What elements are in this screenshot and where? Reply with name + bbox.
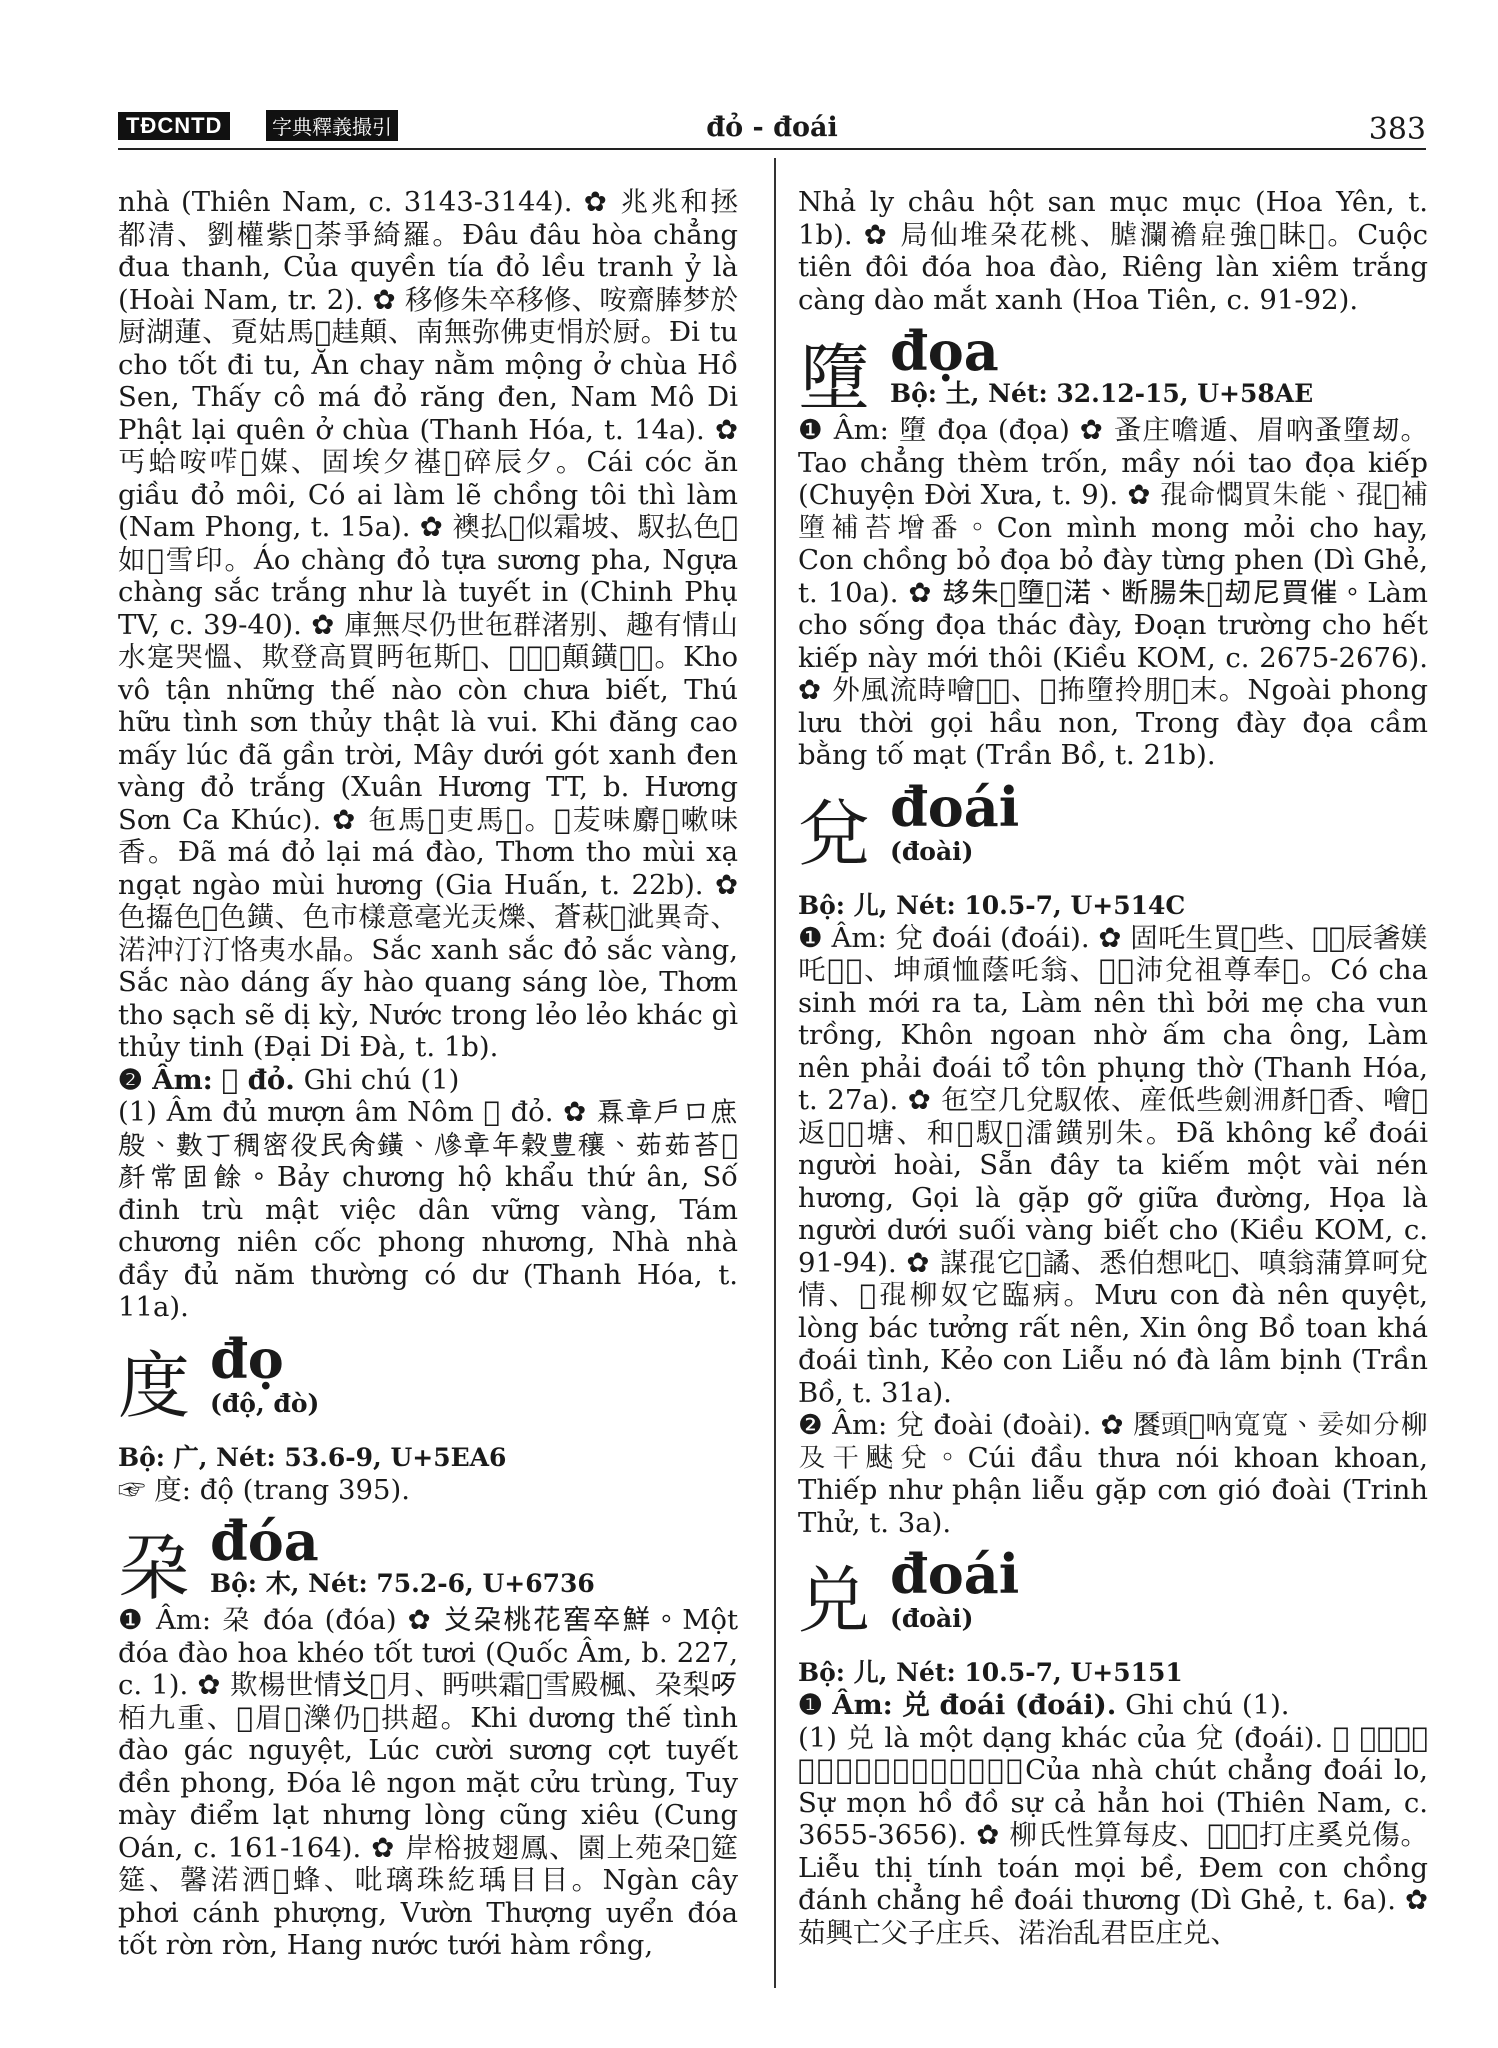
alt-readings: (độ, đò) [210,1388,320,1418]
entry-do [118,1326,738,1507]
entry-doai-1 [798,774,1428,1540]
headword-quocngu: đọ [210,1326,284,1391]
entry-head [798,319,1428,420]
pronunciation-2 [118,1064,738,1097]
series-logo: TĐCNTD [118,112,230,140]
radical-info [798,890,1428,922]
page-number: 383 [1368,112,1426,147]
entry-doai-2 [798,1542,1428,1949]
header-rule [118,148,1426,150]
entry-body: ❶ Âm: 墮 đọa (đọa) ✿ 蚤庄噡遁、眉吶蚤墮刼。Tao chẳng thèm trốn, mầy nói tao đọa kiếp (Chuyện Đời Xưa, t. 9). ✿ 𡥵命㦖買朱能、𡥵𩛂補墮補苔增番。Con mình mong mỏi cho hay, Con chồng bỏ đọa bỏ đày từng phen (Dì Ghẻ, t. 10a). ✿ 𠫾朱𤯩墮𣳮渃、断腸朱𣋚刼尼買催。Làm cho sống đọa thác đày, Đoạn trường cho hết kiếp này mới thôi (Kiều KOM, c. 2675-2676). ✿ 外風流時噲𠈗𡺳、𨕭抪墮拎朋𠈗末。Ngoài phong lưu thời gọi hầu non, Trong đày đọa cầm bằng tố mạt (Trần Bồ, t. 21b). [798,414,1428,771]
entry-body: (1) 兑 là một dạng khác của 兌 (đoái). ✿ 𥙩茹𤞺拯兑怗、事𦓡湖塗事奇罕灰。Của nhà chút chẳng đoái lo, Sự mọn hồ đồ sự cả hẳn hoi (Thiên Nam, c. 3655-3656). ✿ 柳氏性算每皮、𢪀𡥵𩛂打庄奚兑傷。Liễu thị tính toán mọi bề, Đem con chồng đánh chẳng hề đoái thương (Dì Ghẻ, t. 6a). ✿ 茹興亡父子庄兵、渃治乱君臣庄兑、 [798,1721,1428,1949]
right-column [798,186,1428,1949]
headword-hanzi: 度 [118,1343,191,1428]
left-column [118,186,738,1962]
page-header [118,104,1426,148]
note-1: (1) Âm đủ mượn âm Nôm 𧹼 đỏ. ✿ 𤾓章戶口庶殷、數丁稠密役民𠇮鐄、𠔭章年穀豊穰、茹茹苔𧹼𠦳常固餘。Bảy chương hộ khẩu thứ ân, Số đinh trù mật việc dân vững vàng, Tám chương niên cốc phong nhương, Nhà nhà đầy đủ năm thường có dư (Thanh Hóa, t. 11a). [118,1096,738,1323]
radical-info [118,1442,738,1474]
entry-doa-2 [798,319,1428,772]
entry-continuation: nhà (Thiên Nam, c. 3143-3144). ✿ 兆兆和拯都清、劉權紫𧹼荼爭綺羅。Đâu đâu hòa chẳng đua thanh, Của quyền tía đỏ lều tranh ỷ là (Hoài Nam, tr. 2). ✿ 移修朱卒移修、咹齋䏾梦於厨湖蓮、覔姑馬𧹼䞨顛、南無弥佛吏悁於厨。Đi tu cho tốt đi tu, Ăn chay nằm mộng ở chùa Hồ Sen, Thấy cô má đỏ răng đen, Nam Mô Di Phật lại quên ở chùa (Thanh Hóa, t. 14a). ✿ 丐蛤咹𠷆𧹼媒、固埃夕禥𩛂碎辰夕。Cái cóc ăn giầu đỏ môi, Có ai làm lẽ chồng tôi thì làm (Nam Phong, t. 15a). ✿ 襖払𧹼似霜坡、馭払色𤽸如𤳇雪印。Áo chàng đỏ tựa sương pha, Ngựa chàng sắc trắng như là tuyết in (Chinh Phụ TV, c. 39-40). ✿ 庫無尽仍世㐌群渚别、趣有情山水寔哭慍、欺登高買眄㐌斯𡗶、𨀈𨁝𠹾顛鐄𧹼𤽸。Kho vô tận những thế nào còn chưa biết, Thú hữu tình sơn thủy thật là vui. Khi đăng cao mấy lúc đã gần trời, Mây dưới gót xanh đen vàng đỏ trắng (Xuân Hương TT, b. Hương Sơn Ca Khúc). ✿ 㐌馬𧹼吏馬𧹼。𦹵苃味麝𦵛嗽味香。Đã má đỏ lại má đào, Thơm tho mùi xạ ngạt ngào mùi hương (Gia Huấn, t. 22b). ✿ 色㩡色𧹼色鐄、色市樣意毫光㶣爍、蒼萩𤄶泚異奇、渃沖汀汀恪夷水晶。Sắc xanh sắc đỏ sắc vàng, Sắc nào dáng ấy hào quang sáng lòe, Thơm tho sạch sẽ dị kỳ, Nước trong lẻo lẻo khác gì thủy tinh (Đại Di Đà, t. 1b). [118,186,738,1063]
headword-quocngu: đọa [890,319,999,383]
entry-doa [118,1509,738,1962]
column-divider [774,158,776,1988]
radical-info: Bộ: 木, Nét: 75.2-6, U+6736 [210,1569,595,1598]
headword-quocngu: đóa [210,1509,319,1573]
am-label: ❶ Âm: 兑 đoái (đoái). [798,1689,1117,1721]
am-note: Ghi chú (1) [303,1063,460,1096]
series-logo-chinese: 字典釋義撮引 [266,110,398,141]
cross-reference[interactable]: ☞ 度: độ (trang 395). [118,1473,410,1506]
radical-text: Bộ: 广, Nét: 53.6-9, U+5EA6 [118,1442,507,1472]
radical-text: Bộ: 儿, Nét: 10.5-7, U+514C [798,890,1186,920]
am-reading: 𧹼 đỏ. [221,1063,295,1096]
radical-text: Bộ: 儿, Nét: 10.5-7, U+5151 [798,1658,1183,1687]
entry-head [798,1542,1428,1657]
radical-info: Bộ: 土, Nét: 32.12-15, U+58AE [890,379,1314,408]
alt-readings: (đoài) [890,1604,974,1633]
am-note: Ghi chú (1). [1125,1689,1290,1721]
entry-head [118,1326,738,1442]
entry-body: ❶ Âm: 兌 đoái (đoái). ✿ 固吒生買𪫚些、𠫾𢬣辰㸙媄吒𢯨𧸝、坤頑恤蔭吒翁、𠫾𢬣沛兌祖尊奉𪵷。Có cha sinh mới ra ta, Làm nên thì bởi mẹ cha vun trồng, Khôn ngoan nhờ ấm cha ông, Làm nên phải đoái tổ tôn phụng thờ (Thanh Hóa, t. 27a). ✿ 㐌空几兌馭侬、産低些劍𣳔𠦳𤈜香、噲𤳇返𢹣𨕭塘、和𤳇馭𤳆㵢鐄别朱。Đã không kể đoái người hoài, Sẵn đây ta kiếm một vài nén hương, Gọi là gặp gỡ giữa đường, Họa là người dưới suối vàng biết cho (Kiều KOM, c. 91-94). ✿ 謀𡥵它𢬣譎、悉伯想叱𢬣、嗔翁蒲算呵兌情、𢱜𡥵柳奴它臨病。Mưu con đà nên quyệt, lòng bác tưởng rất nên, Xin ông Bồ toan khá đoái tình, Kẻo con Liễu nó đà lâm bịnh (Trần Bồ, t. 31a). [798,921,1428,1409]
running-title: đỏ - đoái [706,112,838,143]
entry-body-2: ❷ Âm: 兌 đoài (đoài). ✿ 𩞨頭𨀈吶寬寬、妾如分柳及干𩗂兌。Cúi đầu thưa nói khoan khoan, Thiếp như phận liễu gặp cơn gió đoài (Trinh Thử, t. 3a). [798,1409,1428,1539]
entry-head [798,774,1428,890]
alt-readings: (đoài) [890,836,974,866]
entry-continuation: Nhả ly châu hột san mục mục (Hoa Yên, t. 1b). ✿ 局仙堆朶花桃、𦞐瀾襜𤽸強𤍇眛𩄲。Cuộc tiên đôi đóa hoa đào, Riêng làn xiêm trắng càng dào mắt xanh (Hoa Tiên, c. 91-92). [798,186,1428,316]
headword-hanzi: 兑 [798,1559,871,1643]
headword-quocngu: đoái [890,1542,1020,1606]
headword-hanzi: 朶 [118,1526,191,1610]
headword-hanzi: 墮 [798,336,871,420]
entry-head [118,1509,738,1610]
headword-hanzi: 兌 [798,791,871,876]
am-label: ❷ Âm: [118,1063,213,1096]
headword-quocngu: đoái [890,774,1020,839]
entry-body: ❶ Âm: 朶 đóa (đóa) ✿ 𠬠朶桃花窖卒鮮。Một đóa đào hoa khéo tốt tươi (Quốc Âm, b. 227, c. 1). ✿ 欺楊世情𠬠𢬣月、眄哄霜𠻃雪殿楓、朶梨𠯪栢九重、𨇜眉𧺃濼仍𢜏拱超。Khi dương thế tình đào gác nguyệt, Lúc cười sương cợt tuyết đền phong, Đóa lê ngon mặt cửu trùng, Tuy mày điểm lạt nhưng lòng cũng xiêu (Cung Oán, c. 161-164). ✿ 岸㭲披翅鳳、園上苑朶𡧲筵筵、馨渃洒𠊚蜂、吡璃珠紇瑀目目。Ngàn cây phơi cánh phượng, Vườn Thượng uyển đóa tốt rờn rờn, Hang nước tưới hàm rồng, [118,1604,738,1961]
radical-info [798,1657,1428,1689]
pronunciation-1 [798,1689,1428,1722]
